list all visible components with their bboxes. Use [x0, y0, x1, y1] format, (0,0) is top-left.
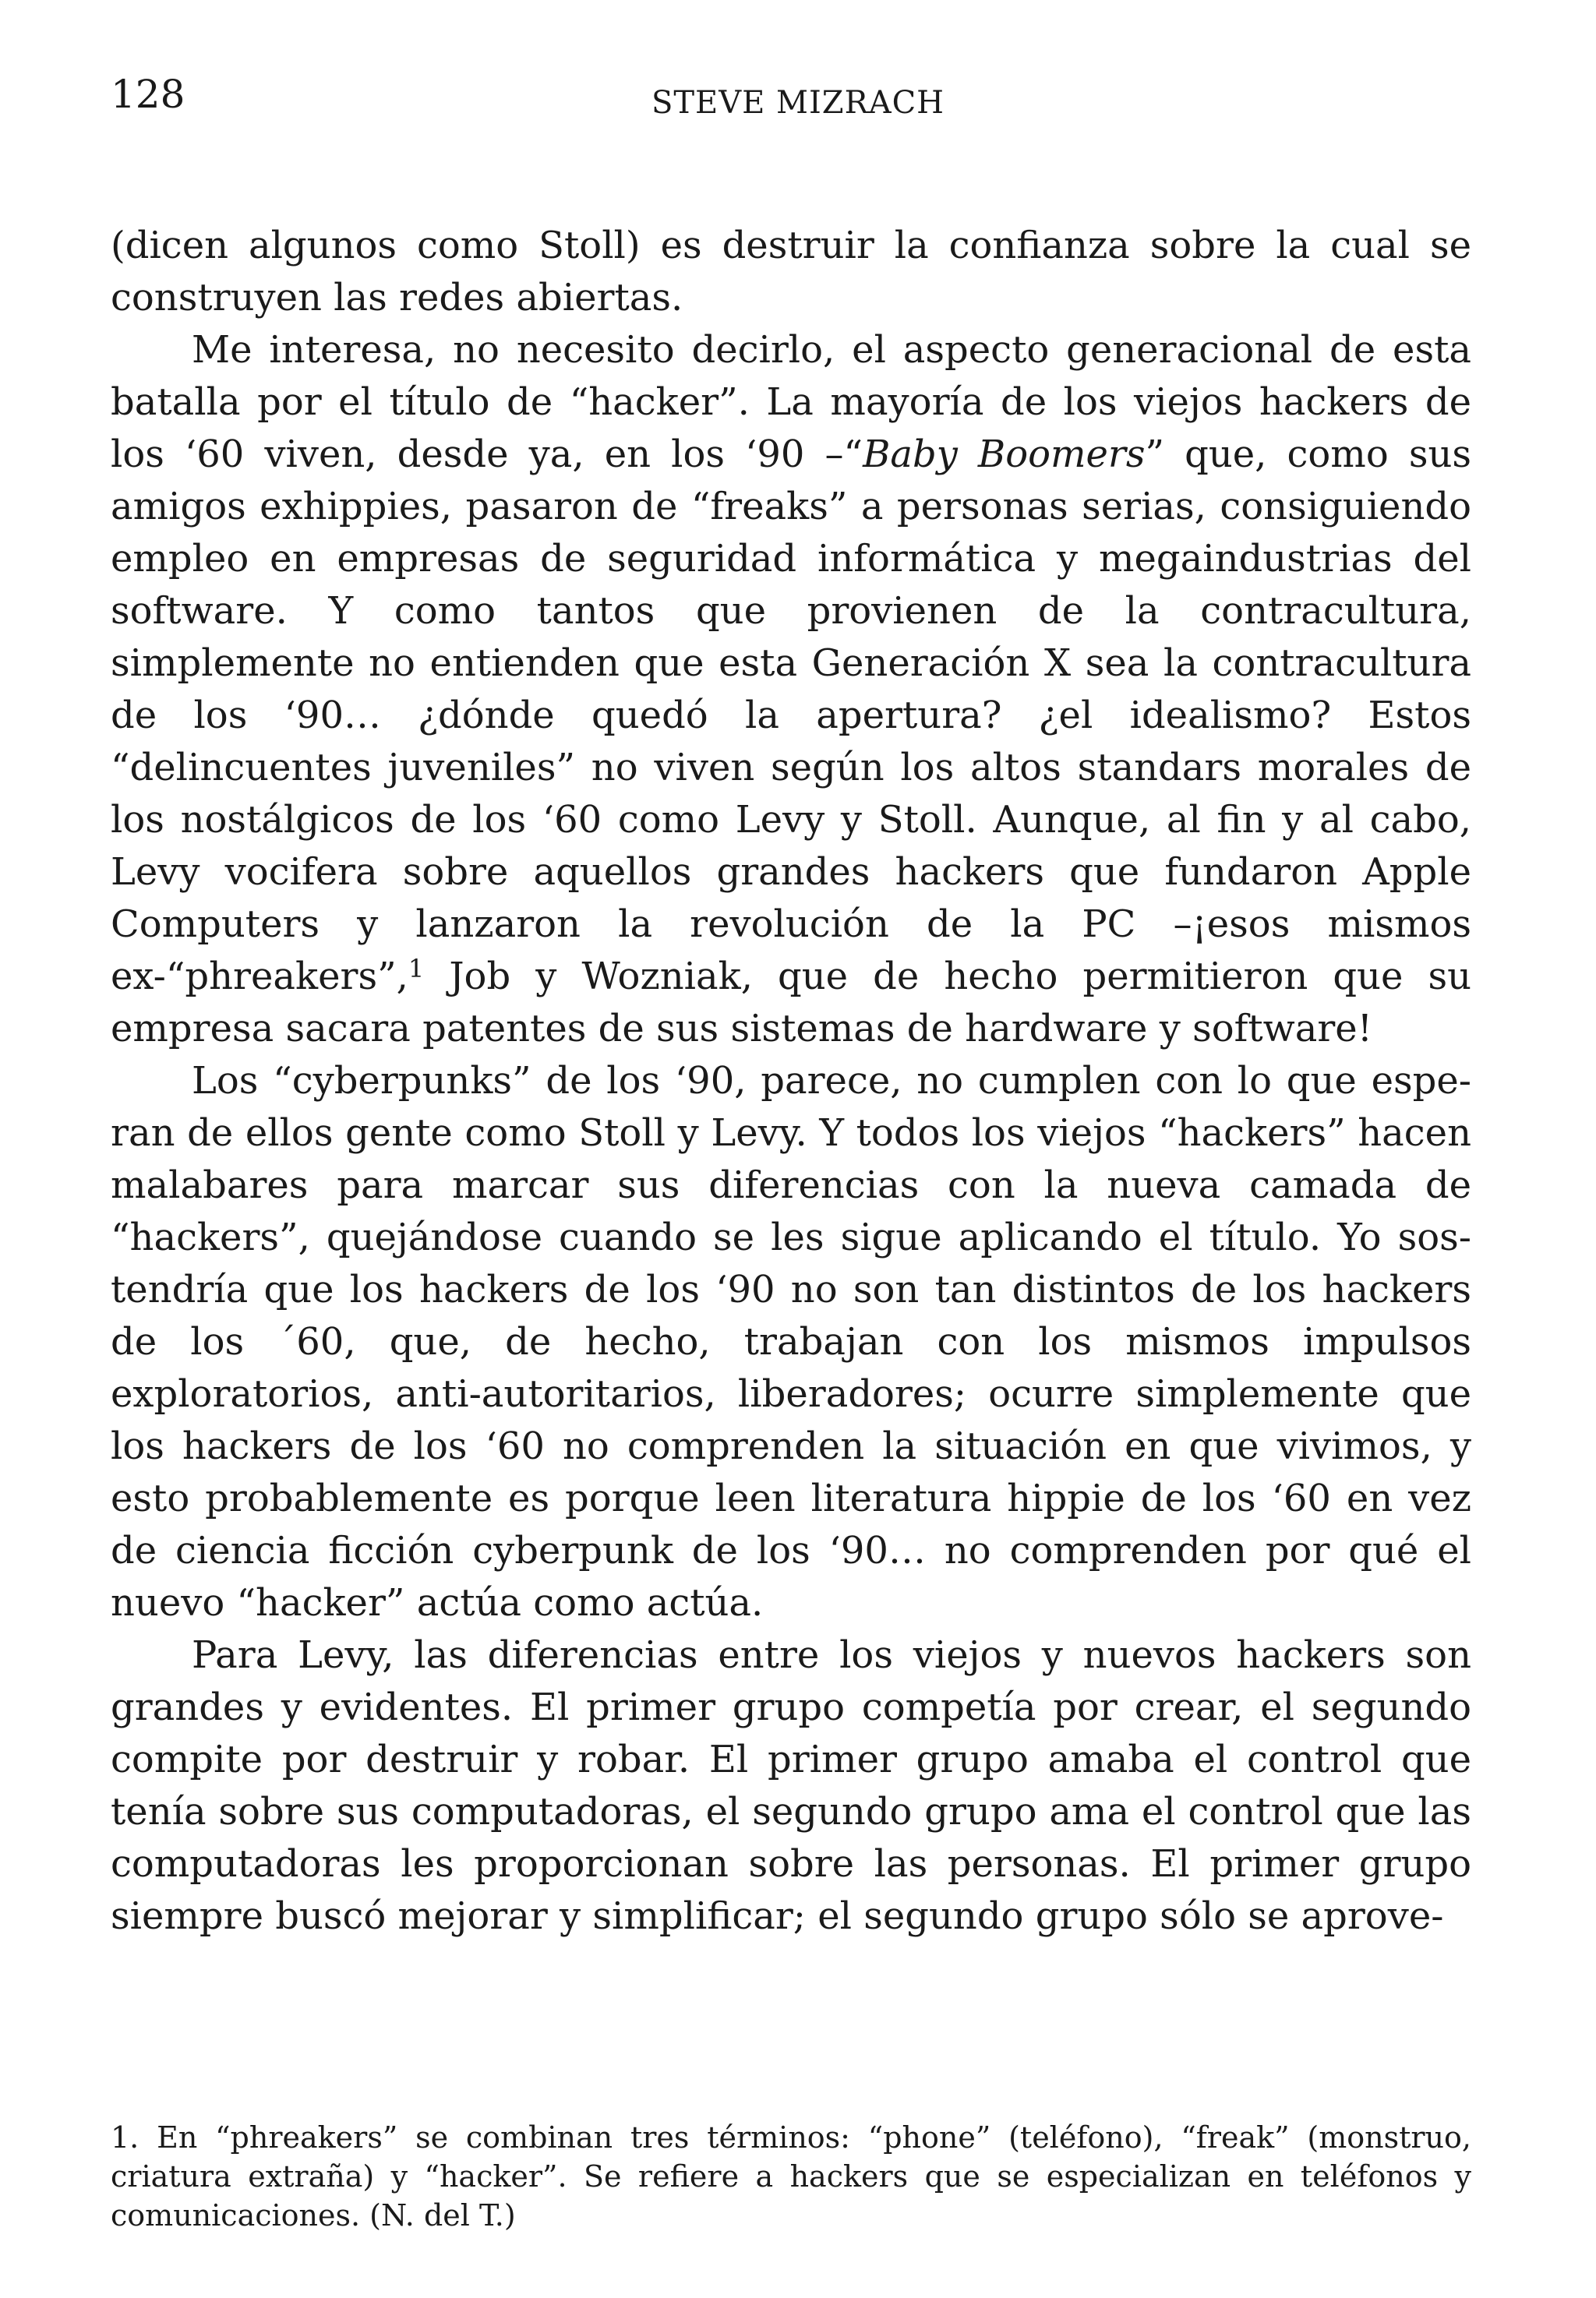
paragraph-2	[111, 324, 1471, 1055]
paragraph-1: (dicen algunos como Stoll) es destruir la confianza sobre la cual se construyen las redes abiertas.	[111, 224, 1471, 319]
footnote	[111, 2118, 1471, 2235]
paragraph-3: Los “cyberpunks” de los ‘90, parece, no cumplen con lo que esperan de ellos gente como Stoll y Levy. Y todos los viejos “hackers” hacen malabares para marcar sus diferencias con la nueva camada de “hackers”, quejándose cuando se les sigue aplicando el título. Yo sostendría que los hackers de los ‘90 no son tan distintos de los hackers de los ´60, que, de hecho, trabajan con los mismos impulsos exploratorios, anti-autoritarios, liberadores; ocurre simplemente que los hackers de los ‘60 no comprenden la situación en que vivimos, y esto probablemente es porque leen literatura hippie de los ‘60 en vez de ciencia ficción cyberpunk de los ‘90… no comprenden por qué el nuevo “hacker” actúa como actúa.	[111, 1059, 1471, 1625]
paragraph-4: Para Levy, las diferencias entre los viejos y nuevos hackers son grandes y evidentes. El primer grupo competía por crear, el segundo compite por destruir y robar. El primer grupo amaba el control que tenía sobre sus computadoras, el segundo grupo ama el control que las computadoras les proporcionan sobre las personas. El primer grupo siempre buscó mejorar y simplificar; el segundo grupo sólo se aprove-	[111, 1633, 1471, 1938]
paragraph-2-part-b: ” que, como sus amigos exhippies, pasaron de “freaks” a personas serias, consiguiendo empleo en empresas de seguridad informática y megaindustrias del software. Y como tantos que provienen de la contracultura, simplemente no entienden que esta Generación X sea la contracultura de los ‘90… ¿dónde quedó la apertura? ¿el idealismo? Estos “delincuentes juveniles” no viven según los altos standars morales de los nostálgicos de los ‘60 como Levy y Stoll. Aunque, al fin y al cabo, Levy vocifera sobre aquellos grandes hackers que fundaron Apple Computers y lanzaron la revolución de la PC –¡esos mismos ex-“phreakers”,	[111, 432, 1471, 998]
body-text	[111, 220, 1471, 1943]
paragraph-2-part-a: Me interesa, no necesito decirlo, el aspecto generacional de esta batalla por el título de “hacker”. La mayoría de los viejos hackers de los ‘60 viven, desde ya, en los ‘90 –“	[111, 328, 1471, 476]
footnote-reference: 1	[408, 954, 425, 983]
footnote-text: 1. En “phreakers” se combinan tres términos: “phone” (teléfono), “freak” (monstruo, criatura extraña) y “hacker”. Se refiere a hackers que se especializan en teléfonos y comunicaciones. (N. del T.)	[111, 2120, 1471, 2233]
page-number: 128	[111, 72, 185, 117]
running-head: STEVE MIZRACH	[651, 85, 945, 121]
italic-term: Baby Boomers	[863, 432, 1146, 476]
paragraph-2-part-c: Job y Wozniak, que de hecho permitieron que su empresa sacara patentes de sus sistemas de hardware y software!	[111, 955, 1471, 1050]
